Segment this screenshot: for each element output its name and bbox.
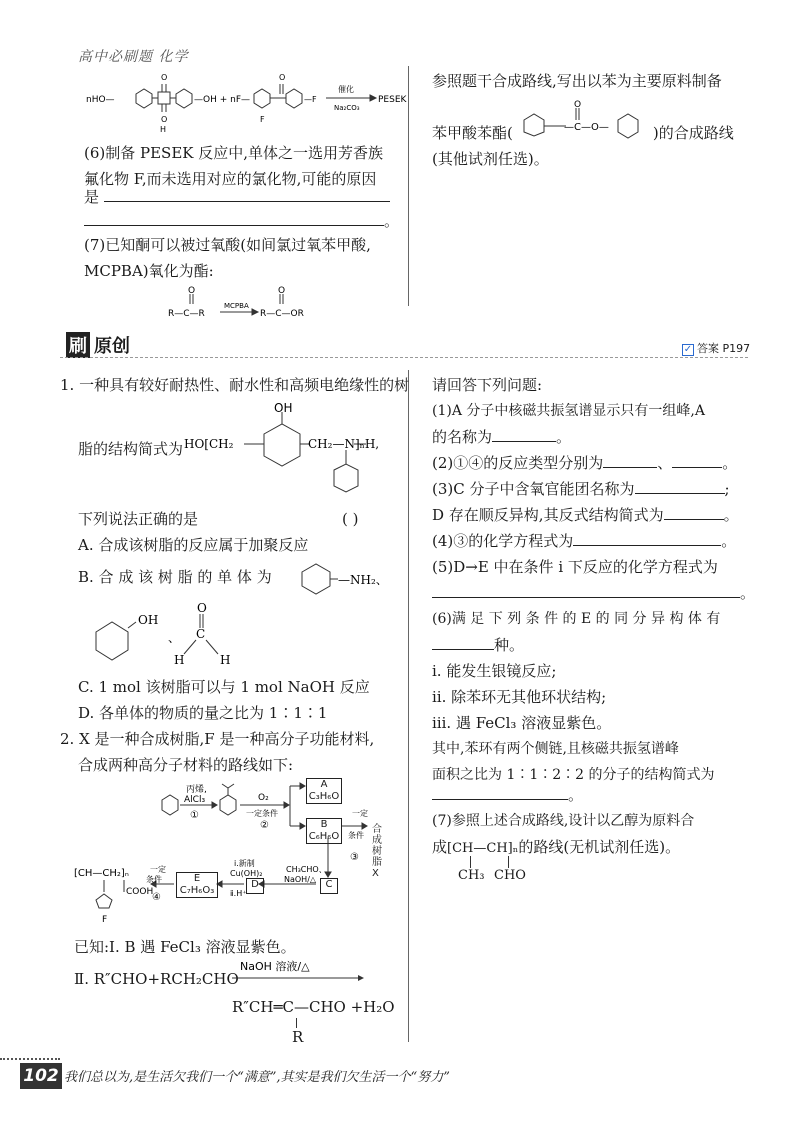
q2-known1: 已知:Ⅰ. B 遇 FeCl₃ 溶液显紫色。 [74, 938, 296, 956]
hcho-o: O [197, 601, 207, 615]
q1-stem3: 下列说法正确的是 [78, 510, 199, 528]
q2-known2-product: R″CH═C—CHO +H₂O [232, 998, 395, 1016]
phenol-formaldehyde-structures [88, 600, 258, 670]
q2-synthesis-scheme [146, 776, 406, 926]
svg-text:条件: 条件 [146, 875, 162, 884]
pesek-h-label: H [160, 125, 167, 134]
scheme-box-b: B C₆H₆O [306, 818, 342, 844]
rq-q7-sub1: CH₃ [458, 868, 485, 883]
q6-end: 。 [384, 212, 400, 230]
rq-cond-iii: ⅲ. 遇 FeCl₃ 溶液显紫色。 [432, 714, 612, 732]
q6-line2: 氟化物 F,而未选用对应的氯化物,可能的原因 [84, 170, 377, 188]
phenol-oh: OH [138, 613, 159, 627]
pesek-reagent-below: Na₂CO₃ [334, 104, 360, 112]
svg-text:①: ① [190, 810, 199, 821]
rq-q6: (6)满 足 下 列 条 件 的 E 的 同 分 异 构 体 有 [432, 611, 721, 627]
svg-text:O: O [161, 73, 168, 82]
svg-text:条件: 条件 [348, 831, 364, 840]
rq-q1a: (1)A 分子中核磁共振氢谱显示只有一组峰,A [432, 403, 705, 419]
rq-q6d-blank[interactable] [432, 785, 568, 800]
q1-resin-structure [184, 398, 394, 502]
column-divider-bottom [408, 370, 409, 1042]
svg-text:[CH—CH₂]ₙ: [CH—CH₂]ₙ [74, 868, 129, 879]
answer-reference[interactable]: ✓ 答案 P197 [683, 342, 751, 355]
q2-known2-left: Ⅱ. R″CHO+RCH₂CHO [74, 970, 239, 988]
q7-line1: (7)已知酮可以被过氧酸(如间氯过氧苯甲酸, [84, 236, 371, 254]
svg-text:ⅰ.新制: ⅰ.新制 [234, 859, 255, 868]
q6-answer-blank-2[interactable] [84, 211, 384, 226]
section-title: 刷 原创 [66, 332, 130, 358]
page-header: 高中必刷题 化学 [78, 49, 189, 65]
svg-text:O: O [279, 73, 286, 82]
rq-q7-sub2: CHO [494, 868, 526, 883]
q1-answer-paren[interactable]: ( ) [342, 510, 359, 528]
rq-q5: (5)D→E 中在条件 ⅰ 下反应的化学方程式为 [432, 558, 718, 576]
mcpba-left: R—C—R [168, 309, 205, 319]
known2-arrow [230, 958, 370, 984]
svg-text:F: F [102, 915, 108, 925]
svg-text:O: O [188, 286, 196, 296]
ester-o: O [574, 100, 582, 110]
rq-cond-ii: ⅱ. 除苯环无其他环状结构; [432, 688, 607, 706]
section-divider [60, 356, 748, 358]
q1-formula-left: HO[CH₂ [184, 437, 234, 451]
rq-q3-blank2[interactable] [664, 505, 724, 520]
svg-text:一定条件: 一定条件 [246, 809, 278, 818]
svg-text:O: O [161, 115, 168, 124]
scheme-product-f [74, 862, 154, 926]
rt-line1: 参照题干合成路线,写出以苯为主要原料制备 [432, 72, 722, 90]
footer-quote: 我们总以为,是生活欠我们一个“满意”,其实是我们欠生活一个“努力” [64, 1070, 450, 1085]
pesek-reaction-scheme [86, 68, 406, 134]
rq-q2-blank1[interactable] [603, 453, 657, 468]
rq-q7-polymer: [CH—CH]ₙ [447, 841, 519, 856]
mcpba-right: R—C—OR [260, 309, 304, 319]
svg-text:CH₃CHO、: CH₃CHO、 [286, 865, 327, 874]
svg-text:Cu(OH)₂: Cu(OH)₂ [230, 869, 263, 878]
pesek-left-label: nHO— [86, 95, 115, 105]
svg-text:②: ② [260, 820, 269, 831]
svg-text:NaOH 溶液/△: NaOH 溶液/△ [240, 960, 310, 973]
q1-option-c[interactable]: C. 1 mol 该树脂可以与 1 mol NaOH 反应 [78, 678, 370, 696]
column-divider-top [408, 66, 409, 306]
svg-text:ⅱ.H⁺: ⅱ.H⁺ [230, 889, 247, 898]
rq-q1-blank[interactable] [492, 427, 556, 442]
rq-q6d: 面积之比为 1∶1∶2∶2 的分子的结构简式为 [432, 767, 715, 783]
pesek-f-label: F [260, 115, 265, 124]
rq-q2-blank2[interactable] [672, 453, 722, 468]
section-icon: 刷 [66, 332, 90, 358]
ester-link: —C—O— [564, 122, 609, 133]
svg-text:—F: —F [304, 95, 317, 104]
aniline-nh2: —NH₂、 [338, 573, 388, 587]
q1-option-a[interactable]: A. 合成该树脂的反应属于加聚反应 [78, 536, 309, 554]
rt-line2b: )的合成路线 [652, 124, 734, 142]
mcpba-scheme [168, 284, 328, 324]
q2-stem1: 2. X 是一种合成树脂,F 是一种高分子功能材料, [60, 730, 375, 748]
svg-text:AlCl₃: AlCl₃ [184, 795, 206, 805]
rt-line3: (其他试剂任选)。 [432, 150, 549, 168]
pesek-product: PESEK [378, 95, 407, 105]
scheme-box-c: C [320, 878, 338, 894]
svg-text:O₂: O₂ [258, 793, 269, 803]
rq-q6c: 其中,苯环有两个侧链,且核磁共振氢谱峰 [432, 741, 679, 757]
svg-text:④: ④ [152, 892, 161, 903]
scheme-box-a: A C₃H₆O [306, 778, 342, 804]
q6-line3: 是 [84, 188, 100, 206]
scheme-box-d: D [246, 878, 264, 894]
aniline-structure [298, 556, 398, 598]
rt-line2a: 苯甲酸苯酯( [432, 124, 513, 142]
svg-text:、: 、 [168, 631, 181, 645]
rq-q5-blank[interactable] [432, 583, 740, 598]
hcho-c: C [196, 627, 206, 641]
svg-text:NaOH/△: NaOH/△ [284, 875, 317, 884]
scheme-box-e: E C₇H₆O₃ [176, 872, 218, 898]
q1-oh-label: OH [274, 401, 293, 415]
q6-line1: (6)制备 PESEK 反应中,单体之一选用芳香族 [84, 144, 384, 162]
q1-formula-right: CH₂—N]ₙH, [308, 437, 380, 451]
svg-text:一定: 一定 [150, 865, 166, 874]
rq-q3-blank1[interactable] [635, 479, 725, 494]
pesek-mid-label: —OH + nF— [194, 95, 250, 105]
q1-stem1: 1. 一种具有较好耐热性、耐水性和高频电绝缘性的树 [60, 376, 410, 394]
hcho-h1: H [174, 653, 185, 667]
q2-known2-r: R [292, 1028, 304, 1046]
rq-intro: 请回答下列问题: [432, 376, 543, 394]
svg-text:丙烯,: 丙烯, [186, 785, 207, 795]
pesek-reagent-above: 催化 [338, 85, 354, 94]
rq-cond-i: ⅰ. 能发生银镜反应; [432, 662, 557, 680]
svg-text:O: O [278, 286, 286, 296]
mcpba-reagent: MCPBA [224, 302, 249, 310]
hcho-h2: H [220, 653, 231, 667]
page-number: 102 [20, 1063, 62, 1089]
scheme-resin-x: 合成树脂X [372, 824, 382, 879]
svg-text:③: ③ [350, 852, 359, 863]
phenyl-benzoate-structure [520, 98, 660, 144]
rq-q6-blank[interactable] [432, 635, 494, 650]
q7-line2: MCPBA)氧化为酯: [84, 262, 214, 280]
q1-option-b[interactable]: B. 合 成 该 树 脂 的 单 体 为 [78, 568, 272, 586]
rq-q7a: (7)参照上述合成路线,设计以乙醇为原料合 [432, 813, 695, 829]
svg-text:COOH: COOH [126, 887, 154, 897]
q6-answer-blank-1[interactable] [104, 187, 390, 202]
q2-stem2: 合成两种高分子材料的路线如下: [78, 756, 294, 774]
svg-text:一定: 一定 [352, 809, 368, 818]
q1-stem2: 脂的结构简式为 [78, 440, 184, 458]
rq-q4-blank[interactable] [573, 531, 721, 546]
q1-option-d[interactable]: D. 各单体的物质的量之比为 1∶1∶1 [78, 704, 328, 722]
check-icon: ✓ [683, 344, 693, 355]
